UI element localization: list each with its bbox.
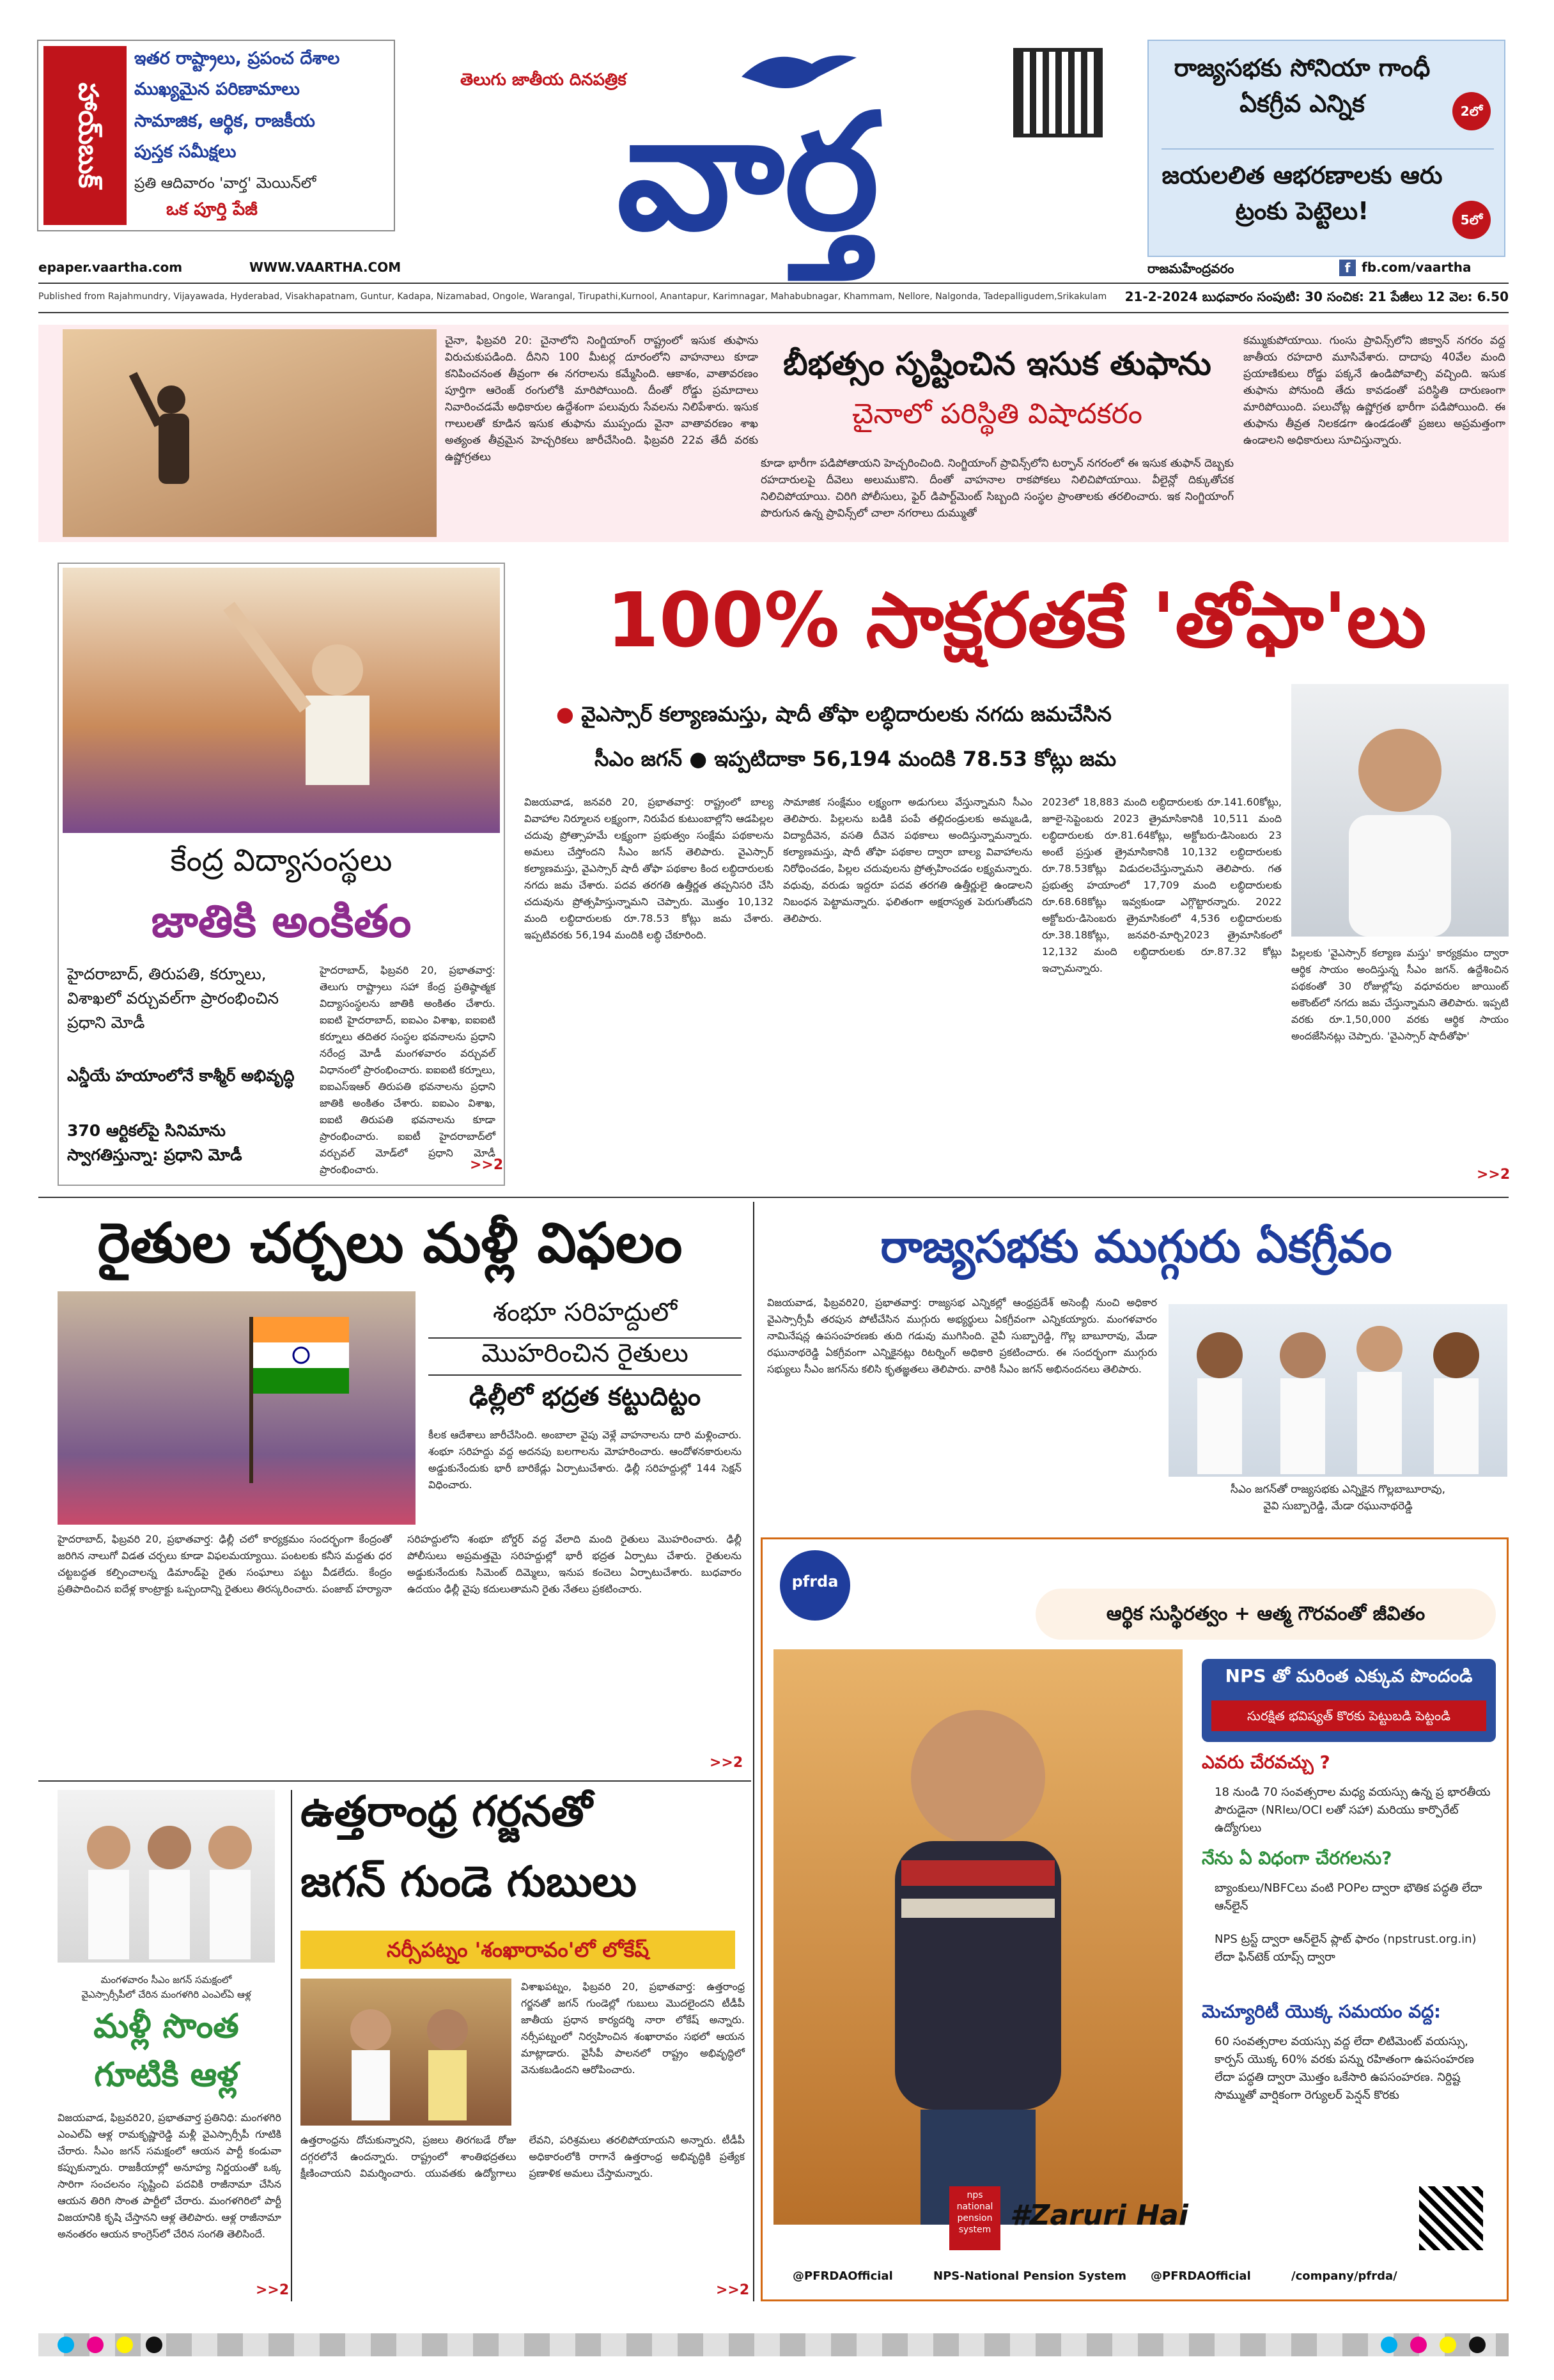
promo-line-1: ఇతర రాష్ట్రాలు, ప్రపంచ దేశాల [134,49,340,68]
ad-box-sub: సురక్షిత భవిష్యత్ కొరకు పెట్టుబడి పెట్టండి [1211,1700,1486,1731]
black-dot-icon [146,2337,162,2353]
ad-a2b: NPS ట్రస్ట్ ద్వారా ఆన్‌లైన్ ప్లాట్ ఫారం (npstrust.org.in) లేదా ఫిన్‌టెక్ యాప్స్ ద్వారా [1215,1933,1477,1964]
ad-tagline: ఆర్థిక సుస్థిరత్వం + ఆత్మ గౌరవంతో జీవితం [1036,1589,1496,1640]
lead-subhead-1-text: వైఎస్సార్ కల్యాణమస్తు, షాదీ తోఫా లబ్ధిదారులకు నగదు జమచేసిన [581,702,1112,726]
aalla-caption-2: వైఎస్సార్సీపీలో చేరిన మంగళగిరి ఎంఎల్ఏ ఆళ్ల [81,1989,251,2000]
lead-headline[interactable]: 100% సాక్షరతకే 'తోఫా'లు [606,576,1427,664]
registration-color-bar [38,2333,1509,2356]
promo-line-3: సామాజిక, ఆర్థిక, రాజకీయ [134,111,315,131]
section-rule-2 [38,1780,751,1782]
uttarandhra-headline-2[interactable]: జగన్ గుండె గుబులు [300,1857,637,1906]
pfrda-brand: pfrda [791,1573,839,1591]
farmers-headline[interactable]: రైతుల చర్చలు మళ్లీ విఫలం [97,1211,683,1275]
aalla-caption-1: మంగళవారం సీఎం జగన్ సమక్షంలో [100,1974,232,1986]
published-from: Published from Rajahmundry, Vijayawada, Hyderabad, Visakhapatnam, Guntur, Kadapa, Nizamabad, Ongole, Warangal, Tirupathi,Kurnool, Anantapur, Karimnagar, Mahabubnagar, Khammam, Nellore, Nalgonda, Tadepalligudem,Srikakulam [38,292,1107,302]
nps-label: nps national pension system [956,2190,993,2235]
uttarandhra-more-link[interactable]: >>2 [716,2282,750,2298]
ad-social-1[interactable]: @PFRDAOfficial [793,2269,893,2283]
jagan-photo [1291,684,1509,937]
aalla-more-link[interactable]: >>2 [256,2282,290,2298]
modi-body: హైదరాబాద్, ఫిబ్రవరి 20, ప్రభాతవార్త: తెలుగు రాష్ట్రాలు సహా కేంద్ర ప్రతిష్ఠాత్మక విద్యాసంస్థలను జాతికి అంకితం చేశారు. ఐఐటి హైదరాబాద్, ఐఐఎం విశాఖ, ఐఐఐటి కర్నూలు తదితర సంస్థల భవనాలను ప్రధాని నరేంద్ర మోడీ మంగళవారం వర్చువల్ విధానంలో ప్రారంభించారు. ఐఐఐటి కర్నూలు, ఐఐఎస్ఇఆర్ తిరుపతి భవనాలను ప్రధాని జాతికి అంకితం చేశారు. ఐఐఎం విశాఖ, ఐఐటి తిరుపతి భవనాలను కూడా ప్రారంభించారు. ఐఐటీ హైదరాబాద్‌లో వర్చువల్‌ మోడ్‌లో ప్రధాని మోడీ ప్రారంభించారు. [320,964,495,1176]
sandstorm-photo [63,329,437,537]
website-link[interactable]: WWW.VAARTHA.COM [249,260,401,275]
lead-col3: 2023లో 18,883 మంది లబ్ధిదారులకు రూ.141.60కోట్లు, జూలై-సెప్టెంబరు 2023 త్రైమాసికానికి 10,511 మంది లబ్ధిదారులకు రూ.81.64కోట్లు, అక్టోబరు-డిసెంబరు 23 అంటే ప్రస్తుత త్రైమాసికానికి 10,132 లబ్ధిదారులకు రూ.78.53కోట్లు విడుదలచేస్తున్నామని తెలిపారు. గత ప్రభుత్వ హయాంలో 17,709 మంది లబ్ధిదారులకు రూ.68.68కోట్లు ఇవ్వకుండా ఎగ్గొట్టారన్నారు. 2022 అక్టోబరు-డిసెంబరు త్రైమాసికంలో 4,536 లబ్ధిదారులకు రూ.38.18కోట్లు, జనవరి-మార్చి2023 త్రైమాసికంలో 12,132 మంది లబ్ధిదారులకు రూ.87.32 కోట్లు ఇచ్చామన్నారు. [1042,796,1282,974]
sandstorm-col2: కూడా భారీగా పడిపోతాయని హెచ్చరించింది. నింగ్జియాంగ్ ప్రావిన్స్‌లోని టర్ఫాన్ నగరంలో ఈ ఇసుక తుఫాన్ దెబ్బకు రహదారులపై దీవెలు అలుముకొని. దీంతో వాహనాల రాకపోకలు నిలిచిపోయాయి. వీలైన్లో దిక్కుతోచక నిలిచిపోయాయి. చిరిగి పోలీసులు, ఫైర్ డిపార్ట్‌మెంట్ సిబ్బంది సంస్థల ప్రాంతాలకు తరలించారు. ఇక నింగ్జియాంగ్ పొరుగున ఉన్న ప్రావిన్స్‌లో చాలా నగరాలు దుమ్ముతో [761,457,1234,520]
qr-code-icon[interactable] [1013,48,1103,137]
left-promo-box[interactable] [37,40,395,231]
farmers-sub3: ఢిల్లీలో భద్రత కట్టుదిట్టం [469,1382,701,1412]
color-dots-left [51,2337,169,2356]
farmers-more-link[interactable]: >>2 [710,1755,743,1771]
ad-social-3[interactable]: @PFRDAOfficial [1151,2269,1251,2283]
facebook-icon: f [1339,260,1356,276]
lead-subhead-1 [556,702,1272,731]
epaper-link[interactable]: epaper.vaartha.com [38,260,183,275]
magenta-dot-icon [87,2337,104,2353]
aalla-photo [58,1790,275,1963]
rajyasabha-caption-2: వైవి సుబ్బారెడ్డి, మేడా రఘునాథరెడ్డి [1263,1500,1413,1513]
modi-bullet-2: ఎన్డీయే హయాంలోనే కాశ్మీర్ అభివృద్ధి [67,1066,295,1085]
dateline-rule [38,312,1509,313]
magenta-dot-icon [1410,2337,1427,2353]
lokesh-photo [300,1979,511,2126]
lead-col1: విజయవాడ, జనవరి 20, ప్రభాతవార్త: రాష్ట్రంలో బాల్య వివాహాల నిర్మూలన లక్ష్యంగా, నిరుపేద కుటుంబాల్లోని ఆడపిల్లల చదువు ప్రోత్సాహమే లక్ష్యంగా ప్రభుత్వం సంక్షేమ పథకాలను అమలు చేస్తోందని సీఎం జగన్ తెలిపారు. వైఎస్సార్ కల్యాణమస్తు, వైఎస్సార్ షాదీ తోఫా పథకాల కింద లబ్ధిదారులకు నగదు జమ చేశారు. పదవ తరగతి ఉత్తీర్ణత తప్పనిసరి చేసి చదువును ప్రోత్సహిస్తున్నామని చెప్పారు. మొత్తం 10,132 మంది లబ్ధిదారులకు రూ.78.53 కోట్లు జమ చేశారు. ఇప్పటివరకు 56,194 మందికి లబ్ధి చేకూరింది. [524,796,773,941]
promo-line-2: ముఖ్యమైన పరిణామాలు [134,79,300,99]
paper-logo[interactable]: వార్త [616,79,880,265]
aalla-body: విజయవాడ, ఫిబ్రవరి20, ప్రభాతవార్త ప్రతినిధి: మంగళగిరి ఎంఎల్ఏ ఆళ్ల రామకృష్ణారెడ్డి మళ్లీ వైఎస్సార్సీపీ గూటికి చేరారు. సీఎం జగన్ సమక్షంలో ఆయన పార్టీ కండువా కప్పుకున్నారు. రాజకీయాల్లో అనూహ్య నిర్ణయంతో ఒక్క సారిగా సంచలనం సృష్టించి పదవికి రాజీనామా చేసిన ఆయన తిరిగి సొంత పార్టీలో చేరారు. మంగళగిరిలో పార్టీ విజయానికి కృషి చేస్తానని ఆళ్ల తెలిపారు. ఆళ్ల రాజీనామా అనంతరం ఆయన కాంగ్రెస్‌లో చేరిన సంగతి తెలిసిందే. [58,2112,281,2240]
uttarandhra-headline-1[interactable]: ఉత్తరాంధ్ర గర్జనతో [300,1787,593,1836]
ad-social-2[interactable]: NPS-National Pension System [933,2269,1126,2283]
sandstorm-col1: చైనా, ఫిబ్రవరి 20: చైనాలోని నింగ్జియాంగ్ రాష్ట్రంలో ఇసుక తుఫాను విరుచుకుపడింది. దీనిని 100 మీటర్ల దూరంలోని వాహనాలు కూడా కనిపించనంత తీవ్రంగా ఈ నగరాలను కమ్మేసింది. ఆకాశం, వాతావరణం పూర్తిగా ఆరెంజ్ రంగులోకి మారిపోయింది. దీంతో రోడ్డు ప్రమాదాలు నివారించడమే అధికారుల ఉద్దేశంగా పలువురు సేవలను నిలిపేశారు. ఇసుక గాలులతో కూడిన ఇసుక తుఫాను ముప్పందు వైనా వాతావరణం శాఖ అత్యంత తీవ్రమైన హెచ్చరికలు జారీచేసింది. ఫిబ్రవరి 22వ తేదీ వరకు ఉష్ణోగ్రతలు [445,334,758,463]
aalla-divider [291,1790,292,2301]
farmers-sub1: శంభూ సరిహద్దులో [492,1298,678,1327]
lead-photo-caption: పిల్లలకు 'వైఎస్సార్ కల్యాణ మస్తు' కార్యక్రమం ద్వారా ఆర్థిక సాయం అందిస్తున్న సీఎం జగన్. ఉద్దేశించిన పథకంతో 30 రోజుల్లోపు వధూవరుల జాయింట్ అకౌంట్‌లో నగదు జమ చేస్తున్నామని తెలిపారు. ఇప్పటి వరకు రూ.1,50,000 వరకు ఆర్థిక సాయం అందజేసినట్లు చెప్పారు. 'వైఎస్సార్ షాదీతోఫా' [1291,947,1509,1042]
edition-place: రాజమహేంద్రవరం [1147,261,1234,276]
bullet-dot-icon: ● [556,702,582,726]
black-dot-icon [1469,2337,1486,2353]
date-line: 21-2-2024 బుధవారం సంపుటి: 30 సంచిక: 21 పేజీలు 12 వెల: 6.50 [1124,289,1509,304]
teaser-1-text[interactable]: రాజ్యసభకు సోనియా గాంధీ ఏకగ్రీవ ఎన్నిక [1174,54,1431,118]
paper-tagline: తెలుగు జాతీయ దినపత్రిక [460,70,626,89]
promo-badge: హాయ్‌బుక్ [43,46,127,225]
farmers-body-top: కీలక ఆదేశాలు జారీచేసింది. అంబాలా వైపు వెళ్లే వాహనాలను దారి మళ్లించారు. శంభూ సరిహద్దు వద్ద అదనపు బలగాలను మోహరించారు. ఆందోళనకారులను అడ్డుకునేందుకు భారీ బారికేడ్లు ఏర్పాటుచేశారు. ఢిల్లీ సరిహద్దుల్లో 144 సెక్షన్ విధించారు. [428,1429,742,1491]
ad-a3: 60 సంవత్సరాల వయస్సు వద్ద లేదా లిటిమెంట్ వయస్సు, కార్పస్ యొక్క 60% వరకు పన్ను రహితంగా ఉపసంహరణ లేదా పద్ధతి ద్వారా మొత్తం ఒకేసారి ఉపసంహరణ. నిర్దిష్ట సొమ్ముతో వార్షికంగా రెగ్యులర్ పెన్షన్ కొరకు [1215,2035,1474,2102]
teaser-divider [1162,148,1494,150]
modi-kicker: కేంద్ర విద్యాసంస్థలు [170,843,392,878]
yellow-dot-icon [116,2337,133,2353]
teaser-2-text[interactable]: జయలలిత ఆభరణాలకు ఆరు ట్రంకు పెట్టెలు! [1162,161,1443,225]
ad-a1: 18 నుండి 70 సంవత్సరాల మధ్య వయస్సు ఉన్న ప్ర భారతీయ పౌరుడైనా (NRIలు/OCI లతో సహా) మరియు కార్పొరేట్ ఉద్యోగులు [1215,1785,1491,1835]
aalla-headline-2[interactable]: గూటికి ఆళ్ల [94,2056,238,2094]
modi-photo [63,568,500,833]
cyan-dot-icon [1381,2337,1397,2353]
ad-qr-icon[interactable] [1419,2186,1483,2250]
sandstorm-headline[interactable]: బీభత్సం సృష్టించిన ఇసుక తుఫాను [783,345,1211,382]
cyan-dot-icon [58,2337,74,2353]
lead-subhead-2: సీఎం జగన్ ● ఇప్పటిదాకా 56,194 మందికి 78.53 కోట్లు జమ [594,747,1117,771]
yellow-dot-icon [1440,2337,1456,2353]
section-rule-1 [38,1197,1509,1198]
rajyasabha-body: విజయవాడ, ఫిబ్రవరి20, ప్రభాతవార్త: రాజ్యసభ ఎన్నికల్లో ఆంధ్రప్రదేశ్ అసెంబ్లీ నుంచి అధికార వైఎస్సార్సీపీ తరపున పోటీచేసిన ముగ్గురు అభ్యర్థులు ఏకగ్రీవంగా ఎన్నికయ్యారు. మంగళవారం నామినేషన్ల ఉపసంహరణకు తుది గడువు ముగిసింది. వైవీ సుబ్బారెడ్డి, గొల్ల బాబూరావు, మేడా రఘునాథరెడ్డి ఏకగ్రీవంగా ఎన్నికైనట్లు రిటర్నింగ్ అధికారి ప్రకటించారు. ఈ సందర్భంగా ముగ్గురు సభ్యులు సీఎం జగన్‌ను కలిసి కృతజ్ఞతలు తెలిపారు. వారికి సీఎం జగన్ అభినందనలు తెలిపారు. [767,1296,1157,1375]
promo-line-5: ప్రతి ఆదివారం 'వార్త' మెయిన్‌లో [134,175,316,192]
aalla-headline-1[interactable]: మళ్లీ సొంత [93,2007,239,2046]
teaser-2-page-badge: 5లో [1452,201,1491,239]
modi-more-link[interactable]: >>2 [470,1157,504,1173]
uttarandhra-col1: విశాఖపట్నం, ఫిబ్రవరి 20, ప్రభాతవార్త: ఉత్తరాంధ్ర గర్జనతో జగన్ గుండెల్లో గుబులు మొదలైందని టీడీపీ జాతీయ ప్రధాన కార్యదర్శి నారా లోకేష్ అన్నారు. నర్సీపట్నంలో నిర్వహించిన శంఖారావం సభలో ఆయన మాట్లాడారు. వైసీపీ పాలనలో రాష్ట్రం అభివృద్ధిలో వెనుకబడిందని ఆరోపించారు. [521,1980,745,2076]
facebook-link[interactable]: fb.com/vaartha [1362,260,1472,275]
sandstorm-col3: కమ్ముకుపోయాయి. గుంసు ప్రావిన్స్‌లోని జిక్వాన్ నగరం వద్ద జాతీయ రహదారి మూసివేశారు. దాదాపు 40వేల మంది ప్రయాణికులు రోడ్డు పక్కనే ఉండిపోవాల్సి వచ్చింది. ఇసుక తుఫాను పోనుంది తేదు కావడంతో పరిస్థితి దారుణంగా మారిపోయింది. పలుచోట్ల ఉష్ణోగ్రత భారీగా పడిపోయింది. ఈ తుఫాను తీవ్రత నిలకడగా ఉండడంతో ప్రజలు అప్రమత్తంగా ఉండాలని అధికారులు సూచిస్తున్నారు. [1243,334,1505,447]
right-teaser-box[interactable] [1147,40,1505,257]
ad-a2a: బ్యాంకులు/NBFCలు వంటి POPల ద్వారా భౌతిక పద్ధతి లేదా ఆన్‌లైన్ [1215,1881,1482,1913]
column-divider [753,1202,754,2301]
modi-bullet-1: హైదరాబాద్, తిరుపతి, కర్నూలు, విశాఖలో వర్చువల్‌గా ప్రారంభించిన ప్రధాని మోడీ [67,965,279,1032]
color-dots-right [1374,2337,1492,2356]
farmers-body: హైదరాబాద్, ఫిబ్రవరి 20, ప్రభాతవార్త: ఢిల్లీ చలో కార్యక్రమం సందర్భంగా కేంద్రంతో జరిగిన నాలుగో విడత చర్చలు కూడా విఫలమయ్యాయి. పంటలకు కనీస మద్దతు ధర చట్టబద్ధత కల్పించాలన్న డిమాండ్‌పై రైతు సంఘాలు పట్టు వీడలేదు. కేంద్రం ప్రతిపాదించిన ఐదేళ్ల కాంట్రాక్టు ఒప్పందాన్ని రైతులు తిరస్కరించారు. పంజాబ్ హర్యానా సరిహద్దులోని శంభూ బోర్డర్ వద్ద వేలాది మంది రైతులు మొహరించారు. ఢిల్లీ పోలీసులు అప్రమత్తమై సరిహద్దుల్లో భారీ భద్రత ఏర్పాటు చేశారు. రైతులను అడ్డుకునేందుకు సిమెంట్ దిమ్మెలు, ఇనుప కంచెలు ఏర్పాటుచేశారు. బుధవారం ఉదయం ఢిల్లీ వైపు కదులుతామని రైతు నేతలు ప్రకటించారు. [58,1533,742,1595]
ad-model-photo [773,1649,1183,2225]
uttarandhra-banner: నర్సీపట్నం 'శంఖారావం'లో లోకేష్ [300,1931,735,1969]
rajyasabha-caption-1: సీఎం జగన్‌తో రాజ్యసభకు ఎన్నికైన గొల్లబాబూరావు, [1230,1483,1446,1496]
modi-headline[interactable]: జాతికి అంకితం [151,895,412,947]
ad-social-4[interactable]: /company/pfrda/ [1291,2269,1397,2283]
lead-col2: సామాజిక సంక్షేమం లక్ష్యంగా అడుగులు వేస్తున్నామని సీఎం తెలిపారు. పిల్లలను బడికి పంపే తల్లిదండ్రులకు అమ్మఒడి, విద్యాదీవెన, వసతి దీవెన పథకాలు అందిస్తున్నామన్నారు. కల్యాణమస్తు, షాదీ తోఫా పథకాల ద్వారా బాల్య వివాహాలను నిరోధించడం, పిల్లల చదువులను ప్రోత్సహించడం లక్ష్యమన్నారు. వధువు, వరుడు ఇద్దరూ పదవ తరగతి ఉత్తీర్ణులై ఉండాలని నిబంధన పెట్టామన్నారు. ఫలితంగా అక్షరాస్యత పెరుగుతోందని తెలిపారు. [783,796,1032,924]
masthead-rule [38,283,1509,284]
sandstorm-subhead: చైనాలో పరిస్థితి విషాదకరం [851,398,1143,430]
uttarandhra-col2: ఉత్తరాంధ్రను దోచుకున్నారని, ప్రజలు తిరగబడే రోజు దగ్గరలోనే ఉందన్నారు. రాష్ట్రంలో శాంతిభద్రతలు క్షీణించాయని విమర్శించారు. యువతకు ఉద్యోగాలు లేవని, పరిశ్రమలు తరలిపోయాయని అన్నారు. టీడీపీ అధికారంలోకి రాగానే ఉత్తరాంధ్ర అభివృద్ధికి ప్రత్యేక ప్రణాళిక అమలు చేస్తామన్నారు. [300,2134,745,2179]
farmers-sub2: మొహరించిన రైతులు [428,1337,742,1376]
rajyasabha-photo [1169,1304,1507,1477]
promo-line-4: పుస్తక సమీక్షలు [134,142,237,162]
farmers-photo [58,1291,416,1525]
ad-q3: మెచ్యూరిటీ యొక్క సమయం వద్ద: [1202,2001,1441,2022]
lead-more-link[interactable]: >>2 [1477,1167,1511,1183]
ad-q2: నేను ఏ విధంగా చేరగలను? [1202,1847,1392,1869]
ad-box-title: NPS తో మరింత ఎక్కువ పొందండి [1225,1665,1473,1686]
promo-line-6: ఒక పూర్తి పేజీ [166,199,258,219]
modi-bullet-3: 370 ఆర్టికల్‌పై సినిమాను స్వాగతిస్తున్నా: ప్రధాని మోడీ [67,1121,242,1164]
rajyasabha-headline[interactable]: రాజ్యసభకు ముగ్గురు ఏకగ్రీవం [880,1220,1392,1273]
ad-hashtag: #Zaruri Hai [1010,2199,1188,2232]
ad-q1: ఎవరు చేరవచ్చు ? [1202,1752,1330,1773]
teaser-1-page-badge: 2లో [1452,92,1491,130]
